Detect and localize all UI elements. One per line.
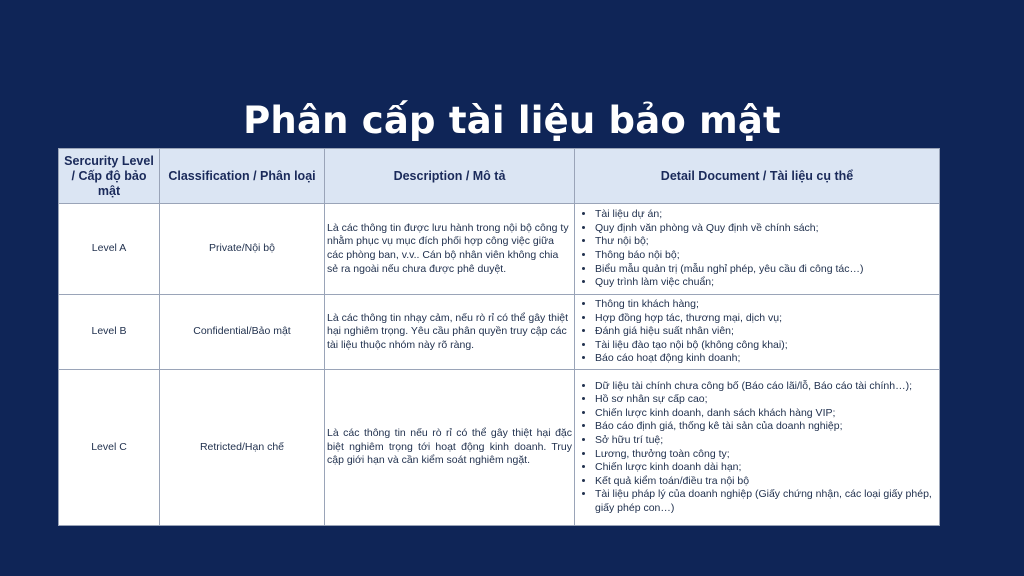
detail-item: • Thông tin khách hàng; [595, 298, 935, 312]
detail-item: • Thông báo nội bộ; [595, 249, 935, 263]
header-classification: Classification / Phân loại [160, 149, 325, 204]
level-cell: Level A [59, 204, 160, 295]
detail-item: • Báo cáo hoạt động kinh doanh; [595, 352, 935, 366]
detail-list [581, 380, 935, 516]
level-cell: Level B [59, 295, 160, 370]
classification-cell: Private/Nội bộ [160, 204, 325, 295]
detail-item: • Sở hữu trí tuệ; [595, 434, 935, 448]
detail-item: • Báo cáo định giá, thống kê tài sản của doanh nghiệp; [595, 420, 935, 434]
detail-item: • Chiến lược kinh doanh dài hạn; [595, 461, 935, 475]
description-cell: Là các thông tin nếu rò rỉ có thể gây thiệt hại đặc biệt nghiêm trọng tới hoạt động kinh doanh. Truy cập giới hạn và cần kiểm soát nghiêm ngặt. [325, 370, 575, 526]
security-classification-table [58, 148, 940, 526]
classification-cell: Retricted/Hạn chế [160, 370, 325, 526]
detail-item: • Hợp đồng hợp tác, thương mại, dịch vụ; [595, 312, 935, 326]
table-header-row [59, 149, 940, 204]
detail-cell [575, 370, 940, 526]
detail-item: • Quy định văn phòng và Quy định về chính sách; [595, 222, 935, 236]
detail-item: • Tài liệu dự án; [595, 208, 935, 222]
table-row [59, 295, 940, 370]
detail-item: • Đánh giá hiệu suất nhân viên; [595, 325, 935, 339]
detail-list [581, 208, 935, 290]
page-title: Phân cấp tài liệu bảo mật [243, 98, 781, 142]
level-cell: Level C [59, 370, 160, 526]
detail-item: • Tài liệu pháp lý của doanh nghiệp (Giấy chứng nhận, các loại giấy phép, giấy phép con…) [595, 488, 935, 515]
detail-list [581, 298, 935, 366]
detail-cell [575, 295, 940, 370]
table-row [59, 370, 940, 526]
header-description: Description / Mô tả [325, 149, 575, 204]
detail-item: • Quy trình làm việc chuẩn; [595, 276, 935, 290]
detail-item: • Biểu mẫu quản trị (mẫu nghỉ phép, yêu cầu đi công tác…) [595, 263, 935, 277]
header-detail-document: Detail Document / Tài liệu cụ thể [575, 149, 940, 204]
classification-cell: Confidential/Bảo mật [160, 295, 325, 370]
detail-item: • Hồ sơ nhân sự cấp cao; [595, 393, 935, 407]
detail-item: • Lương, thưởng toàn công ty; [595, 448, 935, 462]
table-row [59, 204, 940, 295]
detail-item: • Tài liệu đào tạo nội bộ (không công khai); [595, 339, 935, 353]
detail-item: • Chiến lược kinh doanh, danh sách khách hàng VIP; [595, 407, 935, 421]
detail-cell [575, 204, 940, 295]
detail-item: • Thư nội bộ; [595, 235, 935, 249]
detail-item: • Kết quả kiểm toán/điều tra nội bộ [595, 475, 935, 489]
header-security-level: Sercurity Level / Cấp độ bảo mật [59, 149, 160, 204]
description-cell: Là các thông tin nhạy cảm, nếu rò rỉ có thể gây thiệt hại nghiêm trọng. Yêu cầu phân quyền truy cập các tài liệu thuộc nhóm này rõ ràng. [325, 295, 575, 370]
detail-item: • Dữ liệu tài chính chưa công bố (Báo cáo lãi/lỗ, Báo cáo tài chính…); [595, 380, 935, 394]
description-cell: Là các thông tin được lưu hành trong nội bộ công ty nhằm phục vụ mục đích phối hợp công việc giữa các phòng ban, v.v.. Cán bộ nhân viên không chia sẻ ra ngoài nếu chưa được phê duyệt. [325, 204, 575, 295]
